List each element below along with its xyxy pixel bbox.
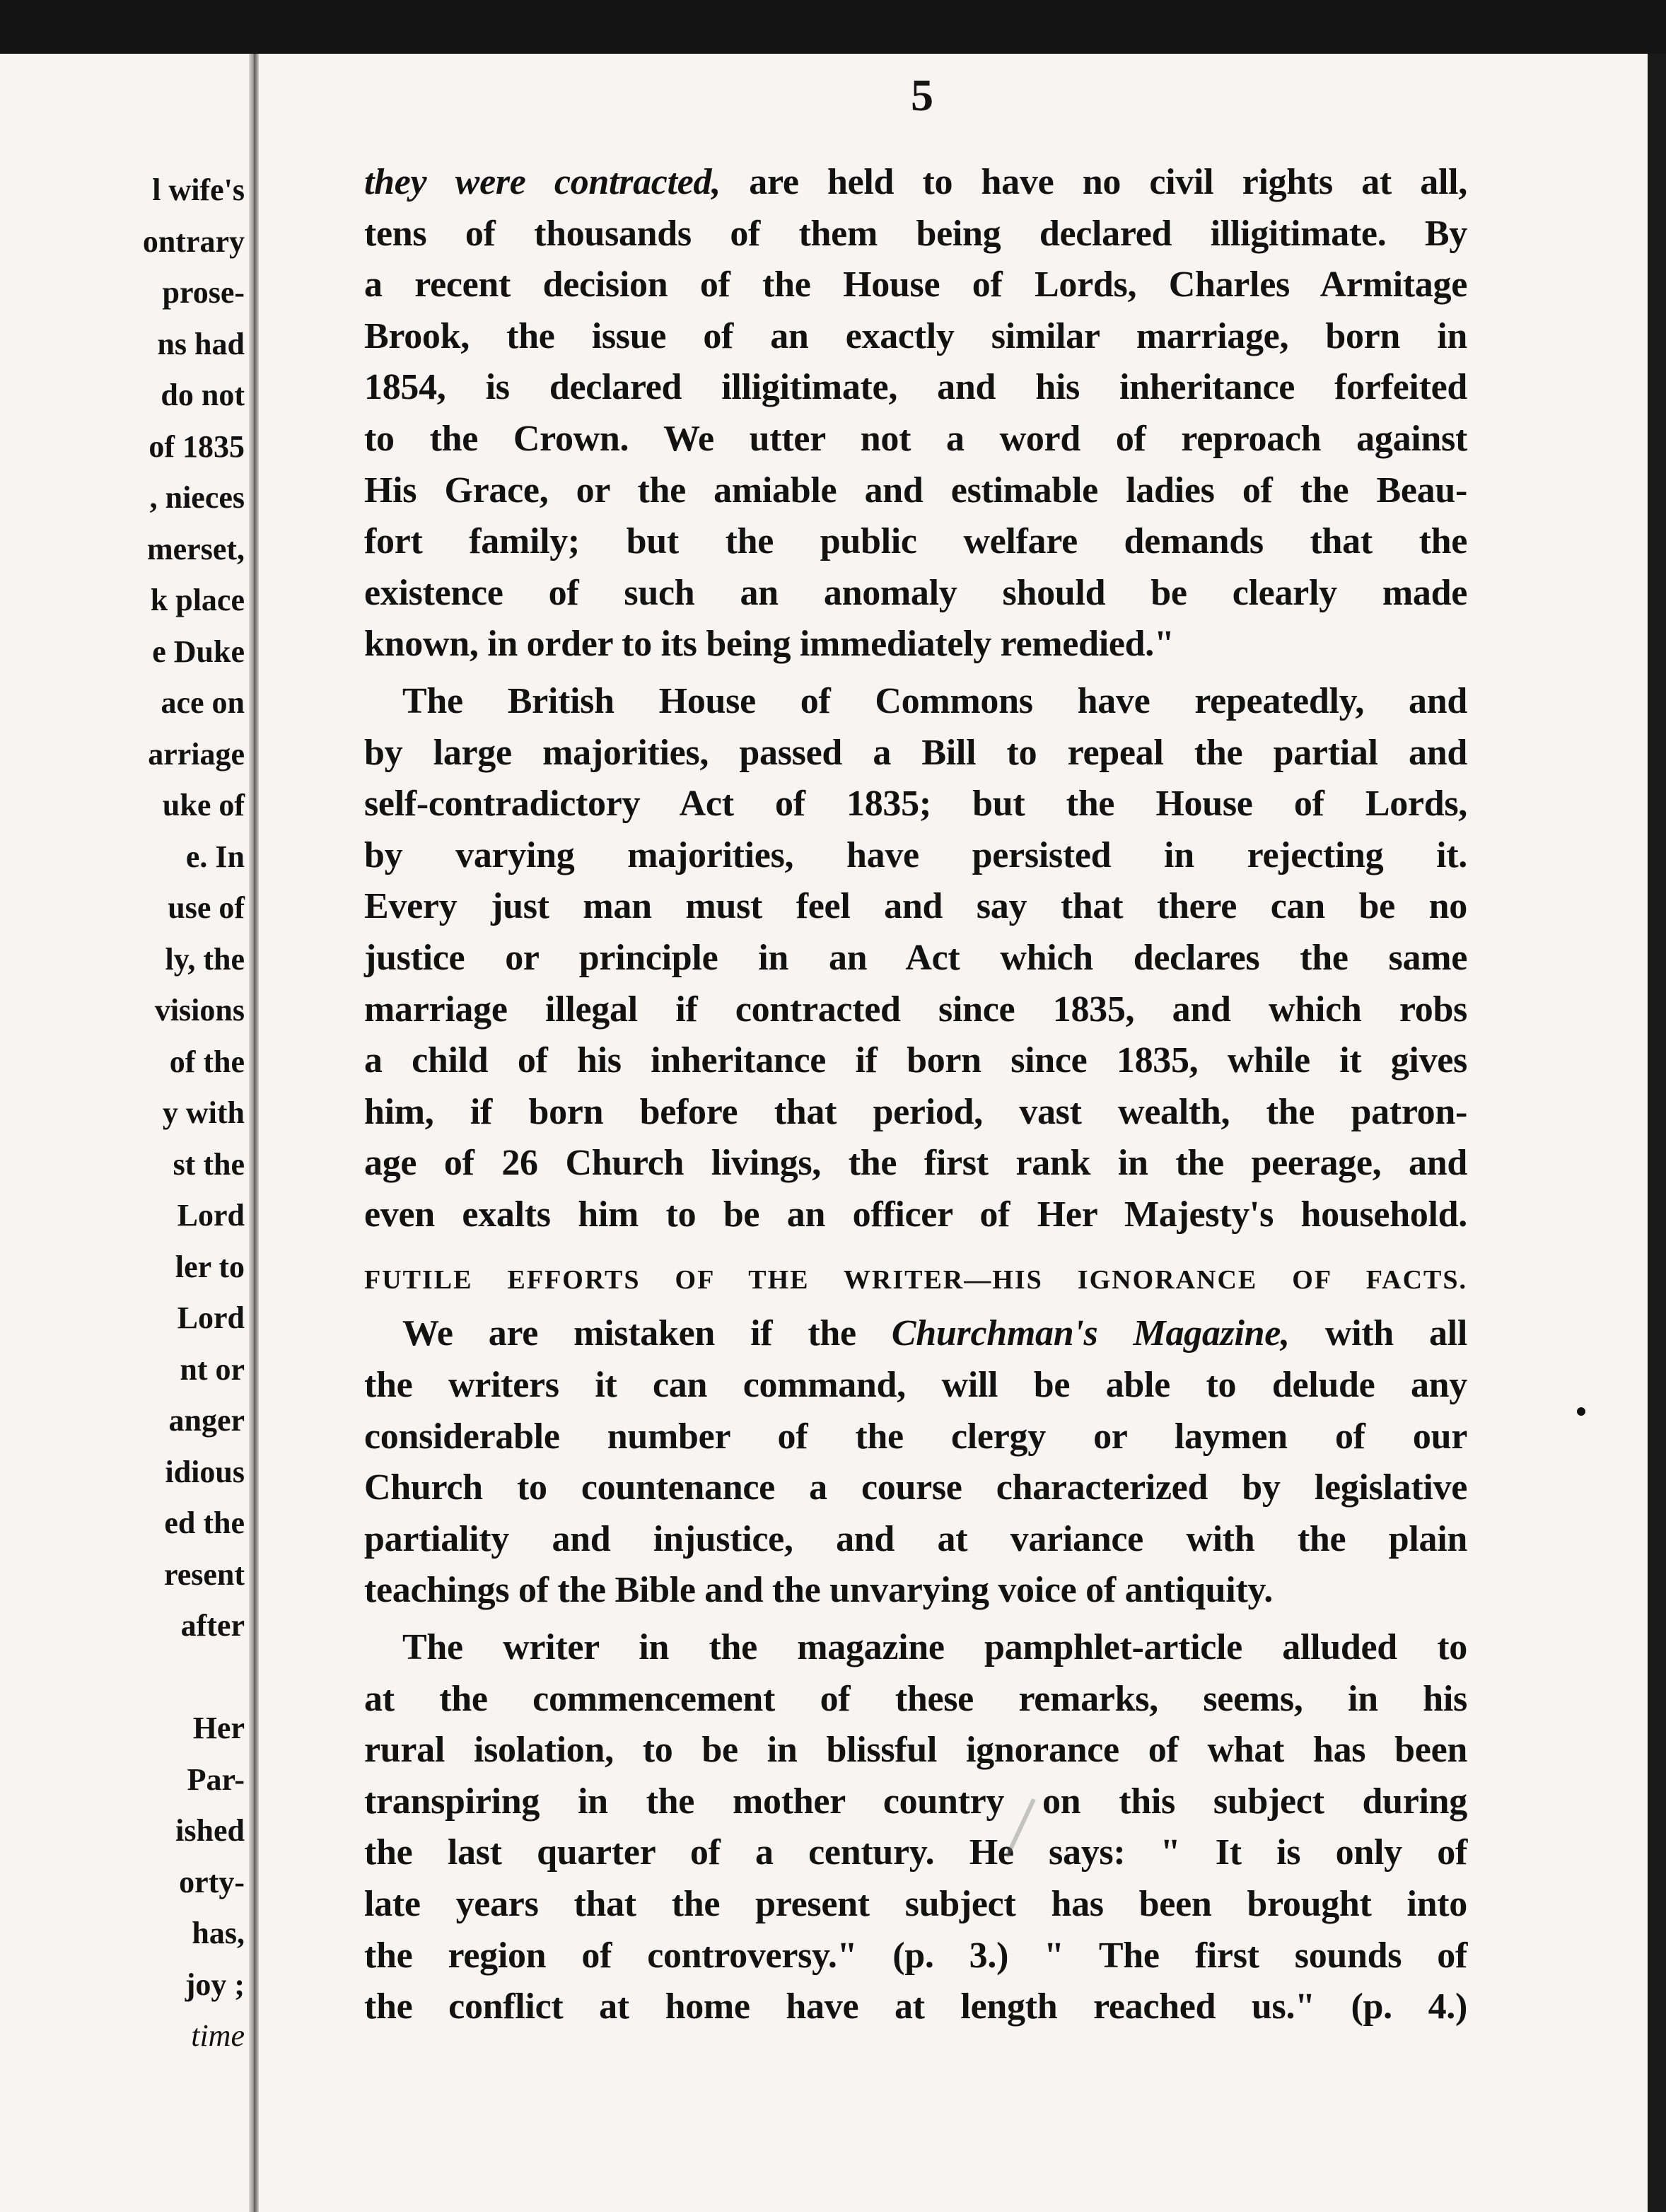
line-text: with all bbox=[1289, 1313, 1467, 1354]
section-heading: FUTILE EFFORTS OF THE WRITER—HIS IGNORANCE OF FACTS. bbox=[364, 1265, 1467, 1296]
text-line: existence of such an anomaly should be clearly made bbox=[364, 572, 1467, 613]
ink-speck bbox=[1577, 1407, 1585, 1416]
text-line: transpiring in the mother country on this subject during bbox=[364, 1781, 1467, 1822]
previous-page-line: orty- bbox=[179, 1864, 245, 1899]
paragraph-3 bbox=[364, 1308, 1467, 1617]
text-line: him, if born before that period, vast wealth, the patron- bbox=[364, 1091, 1467, 1132]
line-text: are held to have no civil rights at all, bbox=[720, 162, 1467, 202]
previous-page-line: arriage bbox=[148, 736, 245, 772]
text-line: fort family; but the public welfare demands that the bbox=[364, 521, 1467, 562]
previous-page-line: anger bbox=[168, 1403, 245, 1438]
text-line: late years that the present subject has been brought into bbox=[364, 1884, 1467, 1924]
text-line: the writers it can command, will be able to delude any bbox=[364, 1365, 1467, 1406]
text-line: Every just man must feel and say that there can be no bbox=[364, 886, 1467, 927]
text-line: to the Crown. We utter not a word of reproach against bbox=[364, 418, 1467, 459]
previous-page-line: Lord bbox=[177, 1198, 245, 1233]
text-line bbox=[364, 1308, 1467, 1360]
previous-page-line: merset, bbox=[146, 531, 245, 566]
previous-page-line: uke of bbox=[162, 788, 245, 822]
previous-page-line: st the bbox=[173, 1146, 245, 1182]
previous-page-line: time bbox=[191, 2018, 245, 2053]
previous-page-line: e Duke bbox=[152, 634, 245, 669]
previous-page-line: ly, the bbox=[165, 941, 245, 977]
previous-page-line: visions bbox=[154, 993, 245, 1028]
text-line: rural isolation, to be in blissful ignorance of what has been bbox=[364, 1730, 1467, 1771]
text-line: age of 26 Church livings, the first rank in the peerage, and bbox=[364, 1143, 1467, 1184]
previous-page-line: of the bbox=[169, 1044, 245, 1079]
text-line: The writer in the magazine pamphlet-article alluded to bbox=[402, 1627, 1467, 1668]
previous-page-line: of 1835 bbox=[148, 429, 245, 464]
text-line: His Grace, or the amiable and estimable ladies of the Beau- bbox=[364, 470, 1467, 511]
previous-page-line: joy ; bbox=[185, 1967, 245, 2002]
text-line: the region of controversy." (p. 3.) " The first sounds of bbox=[364, 1935, 1467, 1976]
text-line: marriage illegal if contracted since 1835, and which robs bbox=[364, 989, 1467, 1030]
text-line: justice or principle in an Act which declares the same bbox=[364, 937, 1467, 978]
previous-page-line: idious bbox=[165, 1454, 245, 1489]
page-body bbox=[364, 157, 1467, 2033]
text-line: partiality and injustice, and at variance with the plain bbox=[364, 1518, 1467, 1559]
text-line: Brook, the issue of an exactly similar marriage, born in bbox=[364, 315, 1467, 356]
text-line: at the commencement of these remarks, seems, in his bbox=[364, 1678, 1467, 1719]
previous-page-line: after bbox=[180, 1608, 245, 1643]
previous-page-line: , nieces bbox=[149, 480, 245, 515]
text-line bbox=[364, 157, 1467, 209]
previous-page-line: ished bbox=[175, 1813, 245, 1848]
previous-page-line: Her bbox=[192, 1711, 245, 1745]
italic-title: Churchman's Magazine, bbox=[891, 1313, 1290, 1354]
previous-page-line: k place bbox=[150, 583, 245, 617]
previous-page-line: do not bbox=[161, 378, 245, 412]
previous-page-line: nt or bbox=[180, 1351, 245, 1387]
scan-border bbox=[1648, 54, 1666, 2212]
previous-page-line: ontrary bbox=[142, 223, 245, 259]
previous-page-line: l wife's bbox=[152, 173, 245, 207]
text-line: a child of his inheritance if born since 1835, while it gives bbox=[364, 1040, 1467, 1081]
previous-page-line: use of bbox=[168, 890, 245, 925]
text-line: self-contradictory Act of 1835; but the House of Lords, bbox=[364, 784, 1467, 825]
page-number: 5 bbox=[911, 70, 933, 120]
previous-page-line: e. In bbox=[185, 839, 245, 874]
previous-page-line: Lord bbox=[177, 1300, 245, 1335]
paragraph-2 bbox=[364, 676, 1467, 1241]
text-line: even exalts him to be an officer of Her Majesty's household. bbox=[364, 1194, 1467, 1235]
previous-page-line: prose- bbox=[162, 275, 245, 310]
text-line: by large majorities, passed a Bill to repeal the partial and bbox=[364, 732, 1467, 773]
paragraph-4 bbox=[364, 1622, 1467, 2033]
previous-page-line: resent bbox=[163, 1556, 245, 1592]
previous-page-line: ed the bbox=[164, 1506, 245, 1540]
text-line: a recent decision of the House of Lords, Charles Armitage bbox=[364, 264, 1467, 305]
text-line: known, in order to its being immediately remedied." bbox=[364, 624, 1175, 665]
text-line: Church to countenance a course characterized by legislative bbox=[364, 1467, 1467, 1508]
previous-page-line: ace on bbox=[161, 685, 245, 720]
previous-page-line: Par- bbox=[187, 1762, 245, 1797]
page-fold-shadow bbox=[249, 54, 259, 2212]
previous-page-line: ler to bbox=[175, 1249, 245, 1284]
text-line: The British House of Commons have repeatedly, and bbox=[402, 680, 1467, 721]
previous-page-line: has, bbox=[192, 1916, 245, 1950]
paragraph-1 bbox=[364, 157, 1467, 670]
text-line: teachings of the Bible and the unvarying voice of antiquity. bbox=[364, 1570, 1273, 1611]
line-text: We are mistaken if the bbox=[402, 1313, 892, 1354]
text-line: 1854, is declared illigitimate, and his inheritance forfeited bbox=[364, 367, 1467, 408]
text-line: by varying majorities, have persisted in rejecting it. bbox=[364, 834, 1467, 875]
text-line: the conflict at home have at length reached us." (p. 4.) bbox=[364, 1986, 1467, 2027]
italic-phrase: they were contracted, bbox=[364, 162, 721, 202]
text-line: the last quarter of a century. He says: " It is only of bbox=[364, 1832, 1467, 1873]
text-line: considerable number of the clergy or laymen of our bbox=[364, 1416, 1467, 1457]
previous-page-line: ns had bbox=[157, 326, 245, 361]
previous-page-fragment bbox=[0, 54, 255, 2212]
text-line: tens of thousands of them being declared illigitimate. By bbox=[364, 213, 1467, 254]
previous-page-line: y with bbox=[162, 1095, 245, 1130]
